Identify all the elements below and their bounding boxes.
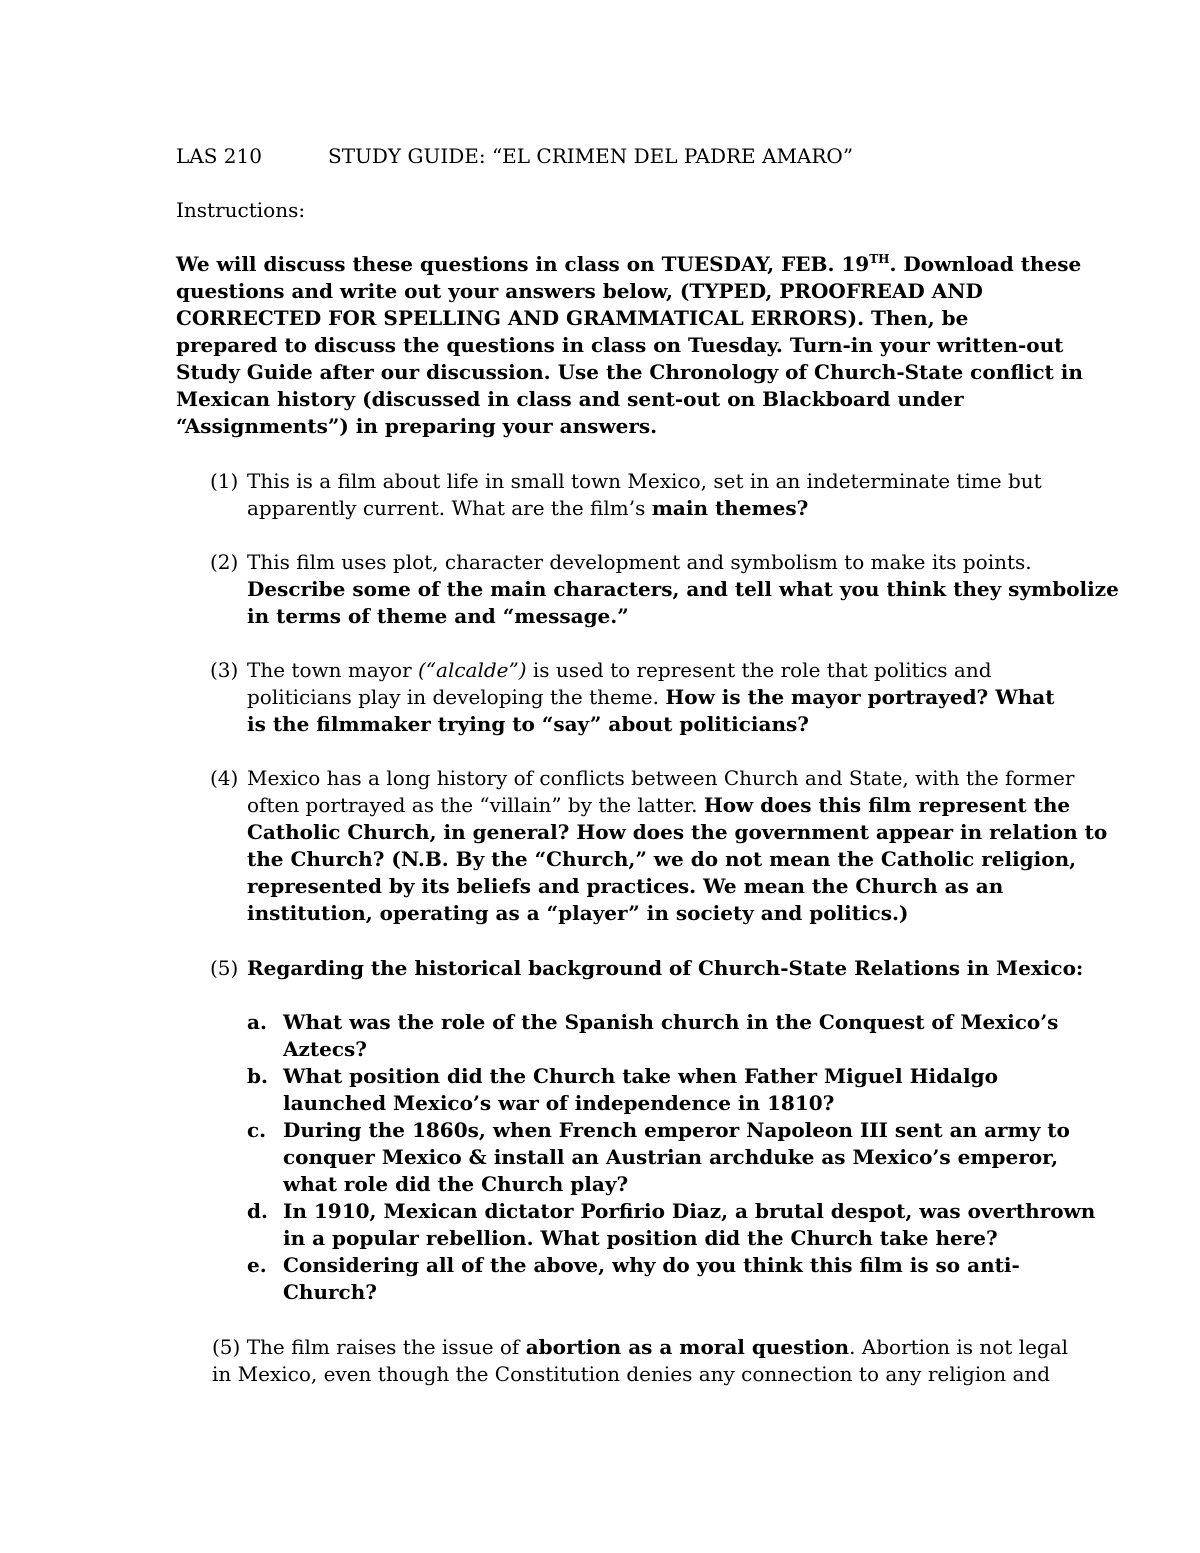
question-line bbox=[247, 603, 1030, 630]
instructions-text: We will discuss these questions in class on TUESDAY, FEB. 19 bbox=[176, 252, 870, 276]
subquestion-line: During the 1860s, when French emperor Napoleon III sent an army to bbox=[283, 1118, 1070, 1142]
ordinal-suffix: TH bbox=[869, 252, 890, 266]
final-line bbox=[212, 1334, 1069, 1361]
question-text-plain: The town mayor bbox=[247, 658, 418, 682]
subquestion-text bbox=[283, 1252, 1037, 1306]
subquestion-text bbox=[283, 1198, 1096, 1252]
subquestion-letter: c. bbox=[247, 1118, 267, 1142]
question-text-bold: the Church? (N.B. By the “Church,” we do not mean the Catholic religion, bbox=[247, 847, 1077, 871]
question-text bbox=[247, 955, 1084, 982]
question-line: Mexico has a long history of conflicts between Church and State, with the former bbox=[247, 766, 1075, 790]
document-header bbox=[176, 143, 853, 170]
subquestion-e bbox=[247, 1252, 1037, 1306]
subquestion-line: In 1910, Mexican dictator Porfirio Diaz, a brutal despot, was overthrown bbox=[283, 1199, 1096, 1223]
subquestion-line: Considering all of the above, why do you think this film is so anti- bbox=[283, 1253, 1020, 1277]
instructions-body bbox=[176, 251, 1083, 440]
question-text-plain: often portrayed as the “villain” by the latter. bbox=[247, 793, 704, 817]
question-line bbox=[247, 684, 1055, 711]
subquestion-line: launched Mexico’s war of independence in 1810? bbox=[283, 1091, 835, 1115]
question-text-bold: Regarding the historical background of Church-State Relations in Mexico: bbox=[247, 956, 1084, 980]
subquestion-line: What position did the Church take when Father Miguel Hidalgo bbox=[283, 1064, 998, 1088]
question-text-bold: Catholic Church, in general? How does the government appear in relation to bbox=[247, 820, 1108, 844]
question-text-bold: How does this film represent the bbox=[703, 793, 1071, 817]
subquestion-a bbox=[247, 1009, 1059, 1063]
instructions-line: “Assignments”) in preparing your answers. bbox=[176, 414, 658, 438]
question-number: (3) bbox=[210, 658, 239, 682]
subquestion-line: Aztecs? bbox=[283, 1037, 367, 1061]
question-number: (5) bbox=[210, 956, 239, 980]
question-line: This film uses plot, character development and symbolism to make its points. bbox=[247, 550, 1032, 574]
instructions-label: Instructions: bbox=[176, 198, 306, 222]
instructions-line: CORRECTED FOR SPELLING AND GRAMMATICAL ERRORS). Then, be bbox=[176, 306, 969, 330]
subquestion-c bbox=[247, 1117, 1070, 1198]
subquestion-letter: d. bbox=[247, 1199, 268, 1223]
question-3 bbox=[210, 657, 1055, 738]
question-line bbox=[247, 657, 1030, 684]
subquestion-line: in a popular rebellion. What position did the Church take here? bbox=[283, 1226, 998, 1250]
question-line: This is a film about life in small town Mexico, set in an indeterminate time but bbox=[247, 469, 1042, 493]
document-title: STUDY GUIDE: “EL CRIMEN DEL PADRE AMARO” bbox=[328, 144, 854, 168]
question-line bbox=[247, 792, 1071, 819]
final-text-plain: . Abortion is not legal bbox=[849, 1335, 1069, 1359]
question-text-bold: institution, operating as a “player” in society and politics.) bbox=[247, 901, 909, 925]
question-text bbox=[247, 468, 1042, 522]
question-text-bold: How is the mayor portrayed? What bbox=[665, 685, 1055, 709]
question-text-bold: is the filmmaker trying to “say” about politicians? bbox=[247, 712, 809, 736]
question-line bbox=[247, 819, 1108, 846]
question-line bbox=[247, 846, 1077, 873]
subquestion-line: What was the role of the Spanish church in the Conquest of Mexico’s bbox=[283, 1010, 1059, 1034]
question-text-plain: is used to represent the role that politics and bbox=[526, 658, 992, 682]
question-2 bbox=[210, 549, 1119, 630]
question-number: (1) bbox=[210, 469, 239, 493]
subquestion-line: Church? bbox=[283, 1280, 377, 1304]
question-line bbox=[247, 495, 1030, 522]
question-line bbox=[247, 576, 1119, 603]
question-line bbox=[247, 873, 1030, 900]
instructions-line: Mexican history (discussed in class and sent-out on Blackboard under bbox=[176, 387, 964, 411]
subquestion-b bbox=[247, 1063, 1037, 1117]
subquestion-line: what role did the Church play? bbox=[283, 1172, 629, 1196]
instructions-line: Study Guide after our discussion. Use the Chronology of Church-State conflict in bbox=[176, 360, 1083, 384]
question-line bbox=[247, 900, 1030, 927]
question-number: (5) bbox=[212, 1335, 241, 1359]
question-4 bbox=[210, 765, 1108, 927]
subquestion-letter: a. bbox=[247, 1010, 267, 1034]
question-number: (2) bbox=[210, 550, 239, 574]
question-line bbox=[247, 711, 1030, 738]
subquestion-text bbox=[283, 1009, 1059, 1063]
subquestion-d bbox=[247, 1198, 1096, 1252]
question-text-bold: Describe some of the main characters, and tell what you think they symbolize bbox=[247, 577, 1119, 601]
final-line: in Mexico, even though the Constitution denies any connection to any religion and bbox=[212, 1362, 1051, 1386]
final-text-plain: The film raises the issue of bbox=[240, 1335, 526, 1359]
course-code: LAS 210 bbox=[176, 144, 262, 168]
question-text bbox=[247, 657, 1055, 738]
question-1 bbox=[210, 468, 1042, 522]
final-question bbox=[212, 1334, 1069, 1388]
instructions-line: questions and write out your answers below, (TYPED, PROOFREAD AND bbox=[176, 279, 983, 303]
question-5 bbox=[210, 955, 1084, 982]
question-text bbox=[247, 549, 1119, 630]
subquestion-letter: e. bbox=[247, 1253, 267, 1277]
question-text-bold: in terms of theme and “message.” bbox=[247, 604, 629, 628]
subquestion-text bbox=[283, 1117, 1070, 1198]
subquestion-line: conquer Mexico & install an Austrian archduke as Mexico’s emperor, bbox=[283, 1145, 1059, 1169]
question-text-bold: main themes? bbox=[651, 496, 809, 520]
final-text-bold: abortion as a moral question bbox=[525, 1335, 850, 1359]
question-line bbox=[247, 955, 1084, 982]
question-text-plain: apparently current. What are the film’s bbox=[247, 496, 652, 520]
instructions-line bbox=[176, 251, 1082, 278]
subquestion-text bbox=[283, 1063, 1037, 1117]
question-text-italic: (“alcalde”) bbox=[418, 658, 527, 682]
subquestion-letter: b. bbox=[247, 1064, 268, 1088]
question-number: (4) bbox=[210, 766, 239, 790]
question-text bbox=[247, 765, 1108, 927]
instructions-line: prepared to discuss the questions in class on Tuesday. Turn-in your written-out bbox=[176, 333, 1064, 357]
question-text-plain: politicians play in developing the theme. bbox=[247, 685, 666, 709]
question-text-bold: represented by its beliefs and practices. We mean the Church as an bbox=[247, 874, 1004, 898]
instructions-text: . Download these bbox=[889, 252, 1082, 276]
